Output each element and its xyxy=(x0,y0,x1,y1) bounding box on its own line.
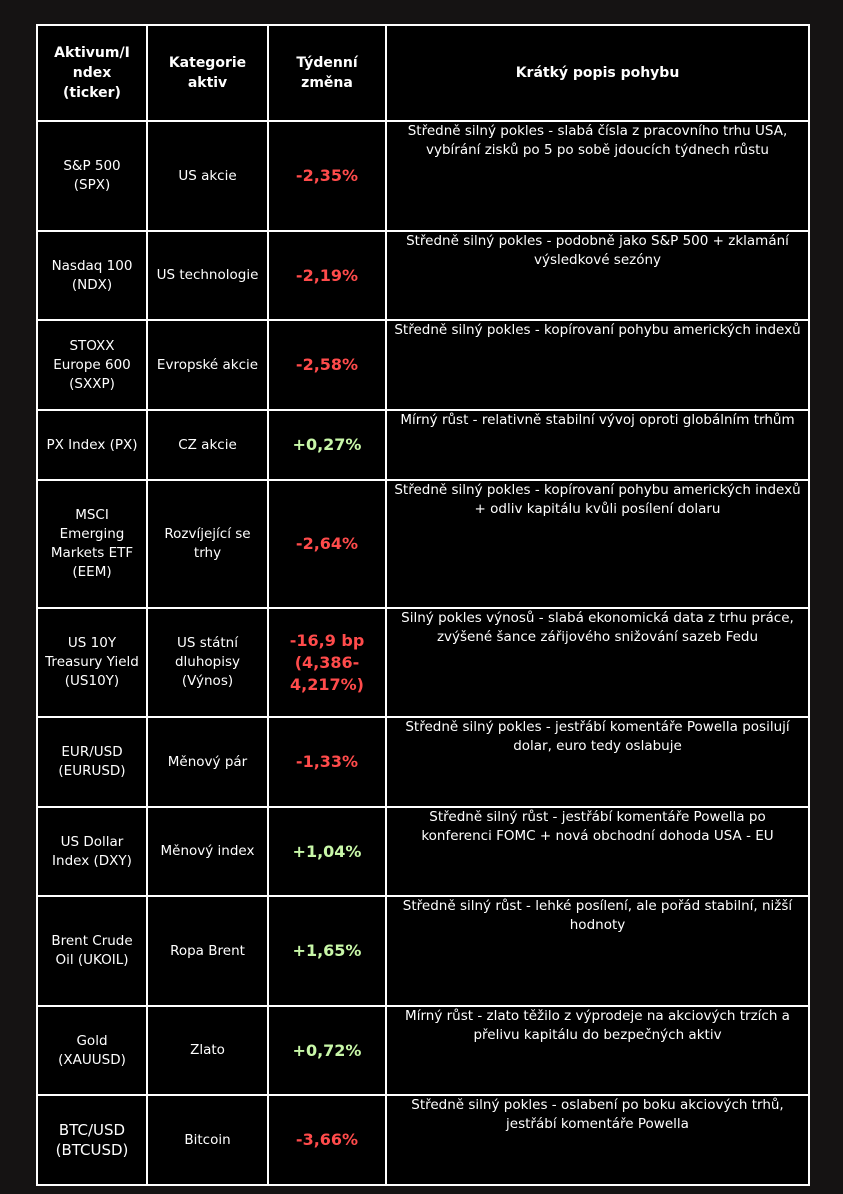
asset-cell: US 10Y Treasury Yield (US10Y) xyxy=(37,608,147,717)
category-cell: US státní dluhopisy (Výnos) xyxy=(147,608,268,717)
table-row xyxy=(37,121,809,231)
description-cell: Středně silný pokles - kopírovaní pohybu amerických indexů xyxy=(386,320,809,410)
asset-cell: MSCI Emerging Markets ETF (EEM) xyxy=(37,480,147,608)
description-cell: Středně silný pokles - jestřábí komentáře Powella posilují dolar, euro tedy oslabuje xyxy=(386,717,809,807)
asset-cell: Nasdaq 100 (NDX) xyxy=(37,231,147,320)
category-cell: Ropa Brent xyxy=(147,896,268,1006)
table-row xyxy=(37,410,809,480)
change-cell: -2,35% xyxy=(268,121,386,231)
description-cell: Středně silný pokles - slabá čísla z pracovního trhu USA, vybírání zisků po 5 po sobě jdoucích týdnech růstu xyxy=(386,121,809,231)
table-row xyxy=(37,320,809,410)
change-cell: -2,19% xyxy=(268,231,386,320)
asset-cell: Brent Crude Oil (UKOIL) xyxy=(37,896,147,1006)
asset-cell: US Dollar Index (DXY) xyxy=(37,807,147,896)
change-cell: -3,66% xyxy=(268,1095,386,1185)
description-cell: Mírný růst - relativně stabilní vývoj oproti globálním trhům xyxy=(386,410,809,480)
description-cell: Středně silný pokles - podobně jako S&P 500 + zklamání výsledkové sezóny xyxy=(386,231,809,320)
header-asset: Aktivum/I ndex (ticker) xyxy=(37,25,147,121)
category-cell: Rozvíjející se trhy xyxy=(147,480,268,608)
description-cell: Středně silný pokles - kopírovaní pohybu amerických indexů + odliv kapitálu kvůli posílení dolaru xyxy=(386,480,809,608)
asset-cell: Gold (XAUUSD) xyxy=(37,1006,147,1095)
description-cell: Středně silný růst - jestřábí komentáře Powella po konferenci FOMC + nová obchodní dohoda USA - EU xyxy=(386,807,809,896)
description-cell: Středně silný růst - lehké posílení, ale pořád stabilní, nižší hodnoty xyxy=(386,896,809,1006)
category-cell: Zlato xyxy=(147,1006,268,1095)
change-cell: -16,9 bp (4,386-4,217%) xyxy=(268,608,386,717)
category-cell: US technologie xyxy=(147,231,268,320)
table-row xyxy=(37,896,809,1006)
table-row xyxy=(37,1095,809,1185)
change-cell: +1,04% xyxy=(268,807,386,896)
category-cell: Měnový index xyxy=(147,807,268,896)
category-cell: Evropské akcie xyxy=(147,320,268,410)
market-weekly-table xyxy=(36,24,810,1186)
category-cell: Měnový pár xyxy=(147,717,268,807)
table-row xyxy=(37,480,809,608)
category-cell: US akcie xyxy=(147,121,268,231)
category-cell: Bitcoin xyxy=(147,1095,268,1185)
change-cell: -1,33% xyxy=(268,717,386,807)
table-row xyxy=(37,1006,809,1095)
asset-cell: S&P 500 (SPX) xyxy=(37,121,147,231)
table-row xyxy=(37,717,809,807)
change-cell: +0,27% xyxy=(268,410,386,480)
table-row xyxy=(37,231,809,320)
category-cell: CZ akcie xyxy=(147,410,268,480)
header-change: Týdenní změna xyxy=(268,25,386,121)
description-cell: Středně silný pokles - oslabení po boku akciových trhů, jestřábí komentáře Powella xyxy=(386,1095,809,1185)
description-cell: Mírný růst - zlato těžilo z výprodeje na akciových trzích a přelivu kapitálu do bezpečných aktiv xyxy=(386,1006,809,1095)
change-cell: +0,72% xyxy=(268,1006,386,1095)
change-cell: +1,65% xyxy=(268,896,386,1006)
description-cell: Silný pokles výnosů - slabá ekonomická data z trhu práce, zvýšené šance zářijového snižování sazeb Fedu xyxy=(386,608,809,717)
asset-cell: BTC/USD (BTCUSD) xyxy=(37,1095,147,1185)
asset-cell: EUR/USD (EURUSD) xyxy=(37,717,147,807)
asset-cell: PX Index (PX) xyxy=(37,410,147,480)
change-cell: -2,64% xyxy=(268,480,386,608)
table-row xyxy=(37,608,809,717)
asset-cell: STOXX Europe 600 (SXXP) xyxy=(37,320,147,410)
header-category: Kategorie aktiv xyxy=(147,25,268,121)
header-description: Krátký popis pohybu xyxy=(386,25,809,121)
table-row xyxy=(37,807,809,896)
header-row xyxy=(37,25,809,121)
change-cell: -2,58% xyxy=(268,320,386,410)
